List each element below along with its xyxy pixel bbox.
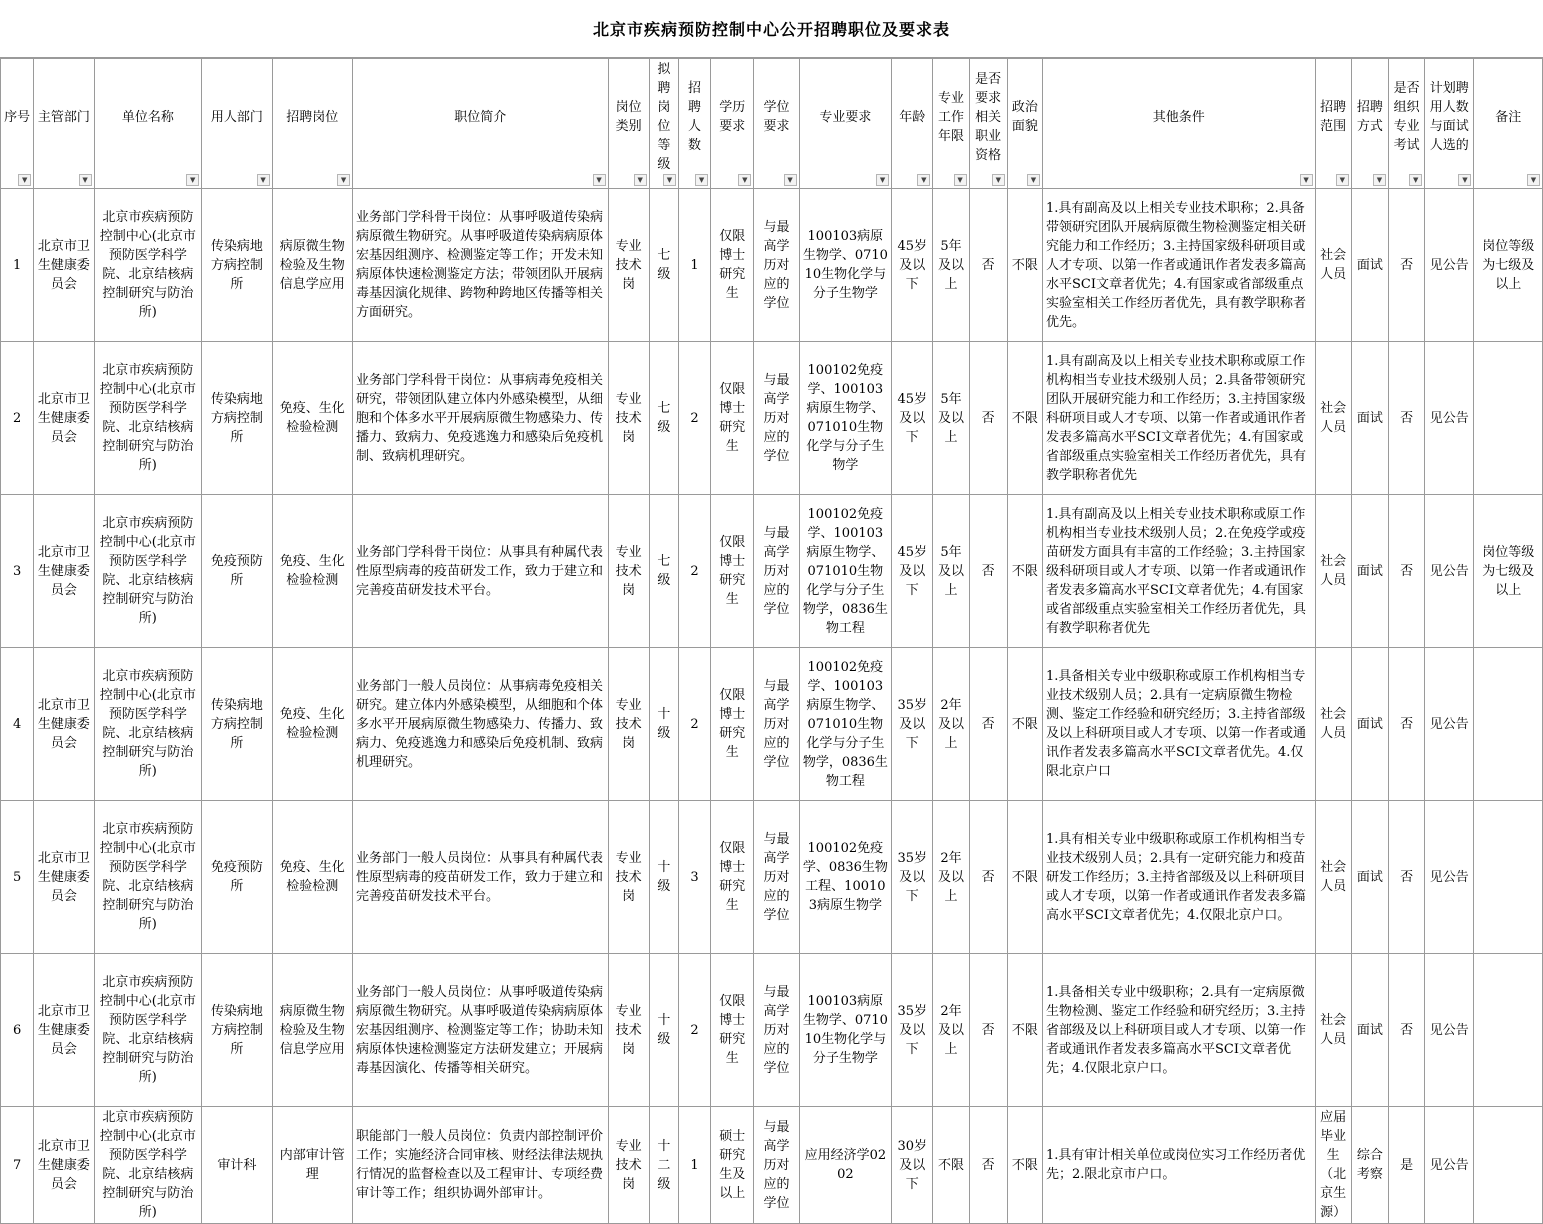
table-row (1, 648, 1543, 801)
table-cell: 病原微生物检验及生物信息学应用 (272, 954, 352, 1107)
table-row (1, 801, 1543, 954)
column-header (34, 59, 94, 189)
table-cell: 否 (1388, 189, 1424, 342)
table-cell: 社会人员 (1315, 342, 1351, 495)
table-cell: 业务部门一般人员岗位：从事病毒免疫相关研究。建立体内外感染模型，从细胞和个体多水平开展病原微生物感染力、传播力、致病力、免疫逃逸力和感染后免疫机制、致病机理研究。 (353, 648, 608, 801)
table-cell: 业务部门学科骨干岗位：从事病毒免疫相关研究，带领团队建立体内外感染模型，从细胞和个体多水平开展病原微生物感染力、传播力、致病力、免疫逃逸力和感染后免疫机制、致病机理研究。 (353, 342, 608, 495)
table-cell: 4 (1, 648, 34, 801)
column-header-label: 职位简介 (454, 109, 507, 125)
table-cell: 社会人员 (1315, 495, 1351, 648)
table-cell: 1.具有审计相关单位或岗位实习工作经历者优先；2.限北京市户口。 (1042, 1107, 1315, 1224)
table-cell: 1.具备相关专业中级职称或原工作机构相当专业技术级别人员；2.具有一定病原微生物检测、鉴定工作经验和研究经历；3.主持省部级及以上科研项目或人才专项、以第一作者或通讯作者发表多篇高水平SCI文章者优先。4.仅限北京户口 (1042, 648, 1315, 801)
filter-dropdown-icon[interactable]: ▼ (1409, 174, 1422, 186)
filter-dropdown-icon[interactable]: ▼ (992, 174, 1005, 186)
table-cell: 仅限博士研究生 (711, 495, 754, 648)
table-cell (1474, 1107, 1543, 1224)
column-header-label: 计划聘用人数与面试人选的 (1429, 81, 1469, 153)
filter-dropdown-icon[interactable]: ▼ (79, 174, 92, 186)
table-cell: 业务部门一般人员岗位：从事具有种属代表性原型病毒的疫苗研发工作，致力于建立和完善疫苗研发技术平台。 (353, 801, 608, 954)
column-header-label: 学位要求 (763, 100, 790, 134)
column-header-label: 序号 (4, 109, 31, 125)
table-cell: 否 (1388, 801, 1424, 954)
table-cell: 北京市疾病预防控制中心(北京市预防医学科学院、北京结核病控制研究与防治所) (94, 495, 202, 648)
table-cell: 不限 (1007, 342, 1042, 495)
table-cell: 十级 (649, 954, 678, 1107)
table-cell: 100102免疫学、100103病原生物学、071010生物化学与分子生物学，0836生物工程 (799, 495, 892, 648)
column-header (353, 59, 608, 189)
table-cell: 见公告 (1425, 648, 1474, 801)
filter-dropdown-icon[interactable]: ▼ (784, 174, 797, 186)
column-header (1007, 59, 1042, 189)
table-row (1, 189, 1543, 342)
table-cell: 2 (678, 342, 710, 495)
table-cell: 专业技术岗 (608, 954, 649, 1107)
table-cell: 100102免疫学、100103病原生物学、071010生物化学与分子生物学 (799, 342, 892, 495)
table-cell: 见公告 (1425, 189, 1474, 342)
page-title: 北京市疾病预防控制中心公开招聘职位及要求表 (592, 20, 950, 39)
table-cell: 2 (678, 495, 710, 648)
column-header (711, 59, 754, 189)
table-cell: 仅限博士研究生 (711, 801, 754, 954)
table-cell: 见公告 (1425, 342, 1474, 495)
filter-dropdown-icon[interactable]: ▼ (1336, 174, 1349, 186)
table-cell: 十级 (649, 648, 678, 801)
column-header (754, 59, 799, 189)
table-cell: 北京市卫生健康委员会 (34, 1107, 94, 1224)
table-cell: 硕士研究生及以上 (711, 1107, 754, 1224)
table-cell: 专业技术岗 (608, 189, 649, 342)
table-cell: 免疫预防所 (202, 801, 272, 954)
table-cell: 5年及以上 (933, 189, 969, 342)
table-cell: 1.具有副高及以上相关专业技术职称或原工作机构相当专业技术级别人员；2.具备带领研究团队开展研究能力和工作经历；3.主持国家级科研项目或人才专项、以第一作者或通讯作者发表多篇高水平SCI文章者优先；4.有国家或省部级重点实验室相关工作经历者优先，具有教学职称者优先 (1042, 342, 1315, 495)
column-header (202, 59, 272, 189)
table-cell: 综合考察 (1351, 1107, 1388, 1224)
table-cell: 否 (969, 495, 1007, 648)
table-cell: 30岁及以下 (892, 1107, 933, 1224)
table-cell (1474, 954, 1543, 1107)
table-cell: 5年及以上 (933, 495, 969, 648)
table-cell: 十级 (649, 801, 678, 954)
table-cell: 十二级 (649, 1107, 678, 1224)
table-cell (1474, 648, 1543, 801)
table-cell: 传染病地方病控制所 (202, 954, 272, 1107)
column-header (1425, 59, 1474, 189)
table-cell: 1 (1, 189, 34, 342)
filter-dropdown-icon[interactable]: ▼ (186, 174, 199, 186)
column-header-label: 政治面貌 (1011, 100, 1038, 134)
table-cell: 与最高学历对应的学位 (754, 495, 799, 648)
table-cell: 社会人员 (1315, 954, 1351, 1107)
column-header (1474, 59, 1543, 189)
table-cell: 仅限博士研究生 (711, 954, 754, 1107)
filter-dropdown-icon[interactable]: ▼ (876, 174, 889, 186)
table-cell: 北京市卫生健康委员会 (34, 342, 94, 495)
column-header-label: 专业要求 (819, 109, 872, 125)
table-row (1, 1107, 1543, 1224)
filter-dropdown-icon[interactable]: ▼ (1027, 174, 1040, 186)
table-row (1, 954, 1543, 1107)
table-cell: 北京市疾病预防控制中心(北京市预防医学科学院、北京结核病控制研究与防治所) (94, 1107, 202, 1224)
column-header-label: 招聘方式 (1356, 100, 1383, 134)
table-cell: 与最高学历对应的学位 (754, 342, 799, 495)
table-cell: 病原微生物检验及生物信息学应用 (272, 189, 352, 342)
table-cell: 否 (969, 1107, 1007, 1224)
table-cell: 不限 (933, 1107, 969, 1224)
table-cell: 面试 (1351, 648, 1388, 801)
table-cell: 不限 (1007, 189, 1042, 342)
header-row (1, 59, 1543, 189)
table-cell: 否 (1388, 342, 1424, 495)
table-cell: 内部审计管理 (272, 1107, 352, 1224)
filter-dropdown-icon[interactable]: ▼ (738, 174, 751, 186)
table-cell: 1 (678, 189, 710, 342)
table-cell: 1 (678, 1107, 710, 1224)
column-header (1042, 59, 1315, 189)
table-cell: 2年及以上 (933, 801, 969, 954)
table-cell: 2 (678, 954, 710, 1107)
column-header (799, 59, 892, 189)
table-cell: 北京市卫生健康委员会 (34, 189, 94, 342)
table-cell: 与最高学历对应的学位 (754, 954, 799, 1107)
table-cell: 100103病原生物学、071010生物化学与分子生物学 (799, 189, 892, 342)
table-cell: 见公告 (1425, 1107, 1474, 1224)
table-cell: 北京市疾病预防控制中心(北京市预防医学科学院、北京结核病控制研究与防治所) (94, 342, 202, 495)
table-cell: 面试 (1351, 495, 1388, 648)
table-cell: 100103病原生物学、071010生物化学与分子生物学 (799, 954, 892, 1107)
table-cell: 免疫、生化检验检测 (272, 801, 352, 954)
column-header (1315, 59, 1351, 189)
table-cell: 北京市卫生健康委员会 (34, 801, 94, 954)
column-header-label: 拟聘岗位等级 (657, 62, 671, 172)
table-cell: 否 (969, 189, 1007, 342)
filter-dropdown-icon[interactable]: ▼ (1373, 174, 1386, 186)
column-header-label: 招聘范围 (1320, 100, 1347, 134)
column-header-label: 岗位类别 (615, 100, 642, 134)
column-header-label: 是否组织专业考试 (1393, 81, 1420, 153)
table-cell: 2 (1, 342, 34, 495)
filter-dropdown-icon[interactable]: ▼ (634, 174, 647, 186)
filter-dropdown-icon[interactable]: ▼ (1458, 174, 1471, 186)
table-cell (1474, 342, 1543, 495)
table-cell: 否 (969, 342, 1007, 495)
column-header (649, 59, 678, 189)
table-cell: 35岁及以下 (892, 801, 933, 954)
table-cell: 2 (678, 648, 710, 801)
table-cell: 不限 (1007, 954, 1042, 1107)
table-cell: 业务部门学科骨干岗位：从事呼吸道传染病病原微生物研究。从事呼吸道传染病病原体宏基因组测序、检测鉴定等工作；开发未知病原体快速检测鉴定方法；带领团队开展病毒基因演化规律、跨物种跨地区传播等相关方面研究。 (353, 189, 608, 342)
table-cell: 应届毕业生（北京生源） (1315, 1107, 1351, 1224)
column-header-label: 主管部门 (37, 109, 90, 125)
recruitment-table (0, 58, 1543, 1224)
title-row (0, 0, 1543, 58)
table-cell: 不限 (1007, 648, 1042, 801)
table-body (1, 189, 1543, 1224)
table-cell: 社会人员 (1315, 801, 1351, 954)
table-cell: 与最高学历对应的学位 (754, 648, 799, 801)
table-cell: 45岁及以下 (892, 342, 933, 495)
table-cell: 45岁及以下 (892, 189, 933, 342)
table-cell: 见公告 (1425, 954, 1474, 1107)
table-cell: 35岁及以下 (892, 954, 933, 1107)
table-cell: 仅限博士研究生 (711, 189, 754, 342)
table-cell: 仅限博士研究生 (711, 342, 754, 495)
filter-dropdown-icon[interactable]: ▼ (954, 174, 967, 186)
table-cell: 岗位等级为七级及以上 (1474, 189, 1543, 342)
table-cell: 应用经济学0202 (799, 1107, 892, 1224)
column-header (1388, 59, 1424, 189)
column-header (94, 59, 202, 189)
column-header-label: 备注 (1495, 109, 1522, 125)
table-cell: 北京市卫生健康委员会 (34, 495, 94, 648)
table-cell: 面试 (1351, 342, 1388, 495)
table-cell: 与最高学历对应的学位 (754, 189, 799, 342)
table-cell: 7 (1, 1107, 34, 1224)
table-cell: 见公告 (1425, 801, 1474, 954)
table-cell: 面试 (1351, 801, 1388, 954)
table-cell: 专业技术岗 (608, 342, 649, 495)
table-cell: 专业技术岗 (608, 648, 649, 801)
table-cell: 否 (969, 954, 1007, 1107)
table-cell: 否 (1388, 495, 1424, 648)
filter-dropdown-icon[interactable]: ▼ (663, 174, 676, 186)
table-row (1, 342, 1543, 495)
table-cell: 2年及以上 (933, 954, 969, 1107)
table-cell: 专业技术岗 (608, 801, 649, 954)
table-cell: 1.具有副高及以上相关专业技术职称；2.具备带领研究团队开展病原微生物检测鉴定相关研究能力和工作经历；3.主持国家级科研项目或人才专项、以第一作者或通讯作者发表多篇高水平SCI文章者优先；4.有国家或省部级重点实验室相关工作经历者优先，具有教学职称者优先。 (1042, 189, 1315, 342)
table-cell: 仅限博士研究生 (711, 648, 754, 801)
table-cell: 岗位等级为七级及以上 (1474, 495, 1543, 648)
table-cell: 七级 (649, 342, 678, 495)
table-cell: 专业技术岗 (608, 1107, 649, 1224)
table-cell: 专业技术岗 (608, 495, 649, 648)
table-cell: 传染病地方病控制所 (202, 342, 272, 495)
table-cell: 不限 (1007, 1107, 1042, 1224)
table-cell: 审计科 (202, 1107, 272, 1224)
table-cell: 北京市疾病预防控制中心(北京市预防医学科学院、北京结核病控制研究与防治所) (94, 801, 202, 954)
table-cell: 不限 (1007, 801, 1042, 954)
table-cell: 与最高学历对应的学位 (754, 801, 799, 954)
filter-dropdown-icon[interactable]: ▼ (1527, 174, 1540, 186)
column-header-label: 招聘人数 (687, 81, 701, 153)
column-header-label: 用人部门 (210, 109, 263, 125)
column-header-label: 招聘岗位 (286, 109, 339, 125)
table-cell: 职能部门一般人员岗位：负责内部控制评价工作；实施经济合同审核、财经法律法规执行情况的监督检查以及工程审计、专项经费审计等工作；组织协调外部审计。 (353, 1107, 608, 1224)
filter-dropdown-icon[interactable]: ▼ (18, 174, 31, 186)
table-cell: 否 (969, 801, 1007, 954)
table-cell: 100102免疫学、0836生物工程、100103病原生物学 (799, 801, 892, 954)
filter-dropdown-icon[interactable]: ▼ (695, 174, 708, 186)
table-cell: 免疫、生化检验检测 (272, 342, 352, 495)
table-cell: 北京市疾病预防控制中心(北京市预防医学科学院、北京结核病控制研究与防治所) (94, 189, 202, 342)
filter-dropdown-icon[interactable]: ▼ (1300, 174, 1313, 186)
table-cell: 不限 (1007, 495, 1042, 648)
table-cell: 免疫、生化检验检测 (272, 648, 352, 801)
column-header (272, 59, 352, 189)
column-header-label: 专业工作年限 (937, 90, 964, 144)
table-cell: 传染病地方病控制所 (202, 648, 272, 801)
filter-dropdown-icon[interactable]: ▼ (337, 174, 350, 186)
table-cell: 6 (1, 954, 34, 1107)
column-header (892, 59, 933, 189)
table-cell: 社会人员 (1315, 648, 1351, 801)
column-header (608, 59, 649, 189)
table-cell: 否 (1388, 648, 1424, 801)
table-cell: 45岁及以下 (892, 495, 933, 648)
table-cell: 见公告 (1425, 495, 1474, 648)
column-header-label: 其他条件 (1152, 109, 1205, 125)
table-cell: 1.具备相关专业中级职称；2.具有一定病原微生物检测、鉴定工作经验和研究经历；3.主持省部级及以上科研项目或人才专项、以第一作者或通讯作者发表多篇高水平SCI文章者优先；4.仅限北京户口。 (1042, 954, 1315, 1107)
column-header (1351, 59, 1388, 189)
column-header (969, 59, 1007, 189)
column-header-label: 单位名称 (121, 109, 174, 125)
table-cell: 七级 (649, 189, 678, 342)
column-header-label: 是否要求相关职业资格 (975, 71, 1002, 163)
table-cell: 免疫预防所 (202, 495, 272, 648)
column-header (678, 59, 710, 189)
filter-dropdown-icon[interactable]: ▼ (257, 174, 270, 186)
table-cell: 100102免疫学、100103病原生物学、071010生物化学与分子生物学，0836生物工程 (799, 648, 892, 801)
column-header (1, 59, 34, 189)
table-cell: 北京市疾病预防控制中心(北京市预防医学科学院、北京结核病控制研究与防治所) (94, 648, 202, 801)
table-cell: 1.具有相关专业中级职称或原工作机构相当专业技术级别人员；2.具有一定研究能力和疫苗研发工作经历；3.主持省部级及以上科研项目或人才专项，以第一作者或通讯作者发表多篇高水平SCI文章者优先；4.仅限北京户口。 (1042, 801, 1315, 954)
table-cell: 3 (678, 801, 710, 954)
filter-dropdown-icon[interactable]: ▼ (593, 174, 606, 186)
table-row (1, 495, 1543, 648)
column-header-label: 年龄 (899, 109, 926, 125)
column-header-label: 学历要求 (719, 100, 746, 134)
table-cell: 5 (1, 801, 34, 954)
table-cell: 1.具有副高及以上相关专业技术职称或原工作机构相当专业技术级别人员；2.在免疫学或疫苗研发方面具有丰富的工作经验；3.主持国家级科研项目或人才专项、以第一作者或通讯作者发表多篇高水平SCI文章者优先；4.有国家或省部级重点实验室相关工作经历者优先，具有教学职称者优先 (1042, 495, 1315, 648)
table-cell: 5年及以上 (933, 342, 969, 495)
table-cell: 否 (1388, 954, 1424, 1107)
table-cell: 3 (1, 495, 34, 648)
table-cell: 业务部门学科骨干岗位：从事具有种属代表性原型病毒的疫苗研发工作，致力于建立和完善疫苗研发技术平台。 (353, 495, 608, 648)
table-cell: 北京市卫生健康委员会 (34, 954, 94, 1107)
table-cell: 社会人员 (1315, 189, 1351, 342)
table-cell: 与最高学历对应的学位 (754, 1107, 799, 1224)
table-cell: 七级 (649, 495, 678, 648)
table-cell: 北京市疾病预防控制中心(北京市预防医学科学院、北京结核病控制研究与防治所) (94, 954, 202, 1107)
table-cell: 传染病地方病控制所 (202, 189, 272, 342)
table-cell (1474, 801, 1543, 954)
table-cell: 否 (969, 648, 1007, 801)
table-cell: 免疫、生化检验检测 (272, 495, 352, 648)
table-cell: 2年及以上 (933, 648, 969, 801)
table-cell: 是 (1388, 1107, 1424, 1224)
column-header (933, 59, 969, 189)
filter-dropdown-icon[interactable]: ▼ (917, 174, 930, 186)
table-cell: 业务部门一般人员岗位：从事呼吸道传染病病原微生物研究。从事呼吸道传染病病原体宏基因组测序、检测鉴定等工作；协助未知病原体快速检测鉴定方法研发建立；开展病毒基因演化、传播等相关研究。 (353, 954, 608, 1107)
table-cell: 面试 (1351, 954, 1388, 1107)
table-cell: 35岁及以下 (892, 648, 933, 801)
table-cell: 北京市卫生健康委员会 (34, 648, 94, 801)
table-cell: 面试 (1351, 189, 1388, 342)
